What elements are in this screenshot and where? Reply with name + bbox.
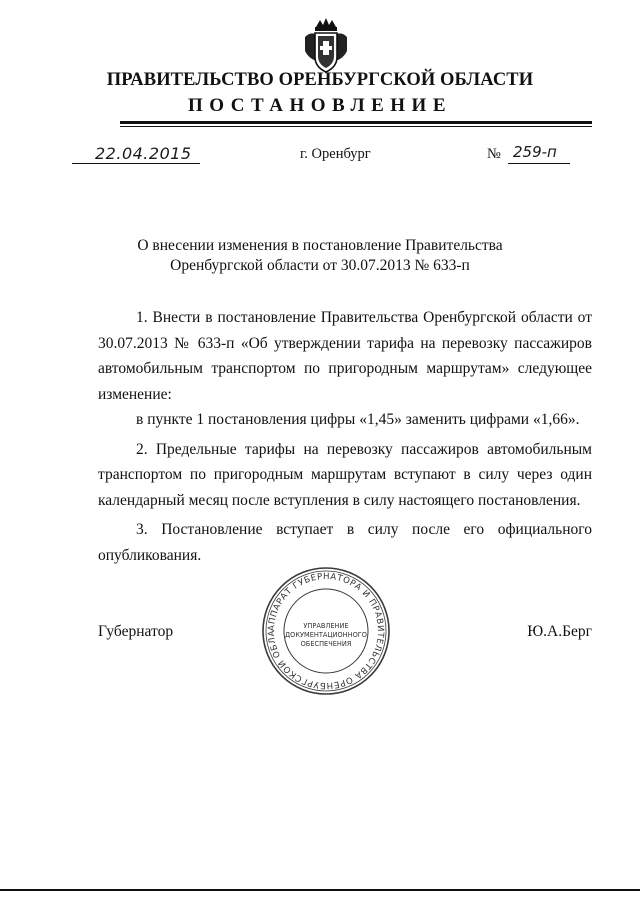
document-type: ПОСТАНОВЛЕНИЕ — [187, 95, 453, 116]
paragraph-1: 1. Внести в постановление Правительства Оренбургской области от 30.07.2013 № 633-п «Об утверждении тарифа на перевозку пассажиров автомобильным транспортом по пригородным маршрутам» следующее изменение: — [98, 309, 592, 403]
stamp-ring-text: АППАРАТ ГУБЕРНАТОРА И ПРАВИТЕЛЬСТВА ОРЕНБУРГСКОЙ ОБЛА — [266, 571, 386, 691]
subject-line-1: О внесении изменения в постановление Правительства — [137, 237, 503, 254]
stamp-center-line-2: ДОКУМЕНТАЦИОННОГО — [285, 631, 367, 639]
document-subject — [0, 236, 640, 276]
number-underline — [508, 163, 570, 164]
bottom-rule — [0, 889, 640, 891]
paragraph-1-subitem: в пункте 1 постановления цифры «1,45» заменить цифрами «1,66». — [136, 411, 580, 428]
subject-line-2: Оренбургской области от 30.07.2013 № 633-п — [170, 257, 470, 274]
official-stamp — [260, 565, 392, 697]
coat-of-arms-icon — [301, 17, 351, 75]
signer-title: Губернатор — [98, 623, 174, 640]
government-title: ПРАВИТЕЛЬСТВО ОРЕНБУРГСКОЙ ОБЛАСТИ — [106, 70, 534, 90]
document-city: г. Оренбург — [300, 146, 371, 162]
paragraph-2: 2. Предельные тарифы на перевозку пассажиров автомобильным транспортом по пригородным маршрутам вступают в силу через один календарный месяц после вступления в силу настоящего постановления. — [98, 440, 592, 509]
stamp-center-line-1: УПРАВЛЕНИЕ — [303, 622, 349, 630]
document-date: 22.04.2015 — [95, 144, 192, 163]
document-body — [98, 305, 592, 568]
paragraph-3: 3. Постановление вступает в силу после его официального опубликования. — [98, 521, 592, 564]
number-sign: № — [487, 146, 501, 162]
document-number: 259-п — [513, 143, 557, 161]
stamp-center-line-3: ОБЕСПЕЧЕНИЯ — [300, 640, 352, 648]
header-rule-thick — [120, 121, 592, 124]
signer-name: Ю.А.Берг — [527, 623, 592, 640]
date-underline — [72, 163, 200, 164]
header-rule-thin — [120, 126, 592, 127]
